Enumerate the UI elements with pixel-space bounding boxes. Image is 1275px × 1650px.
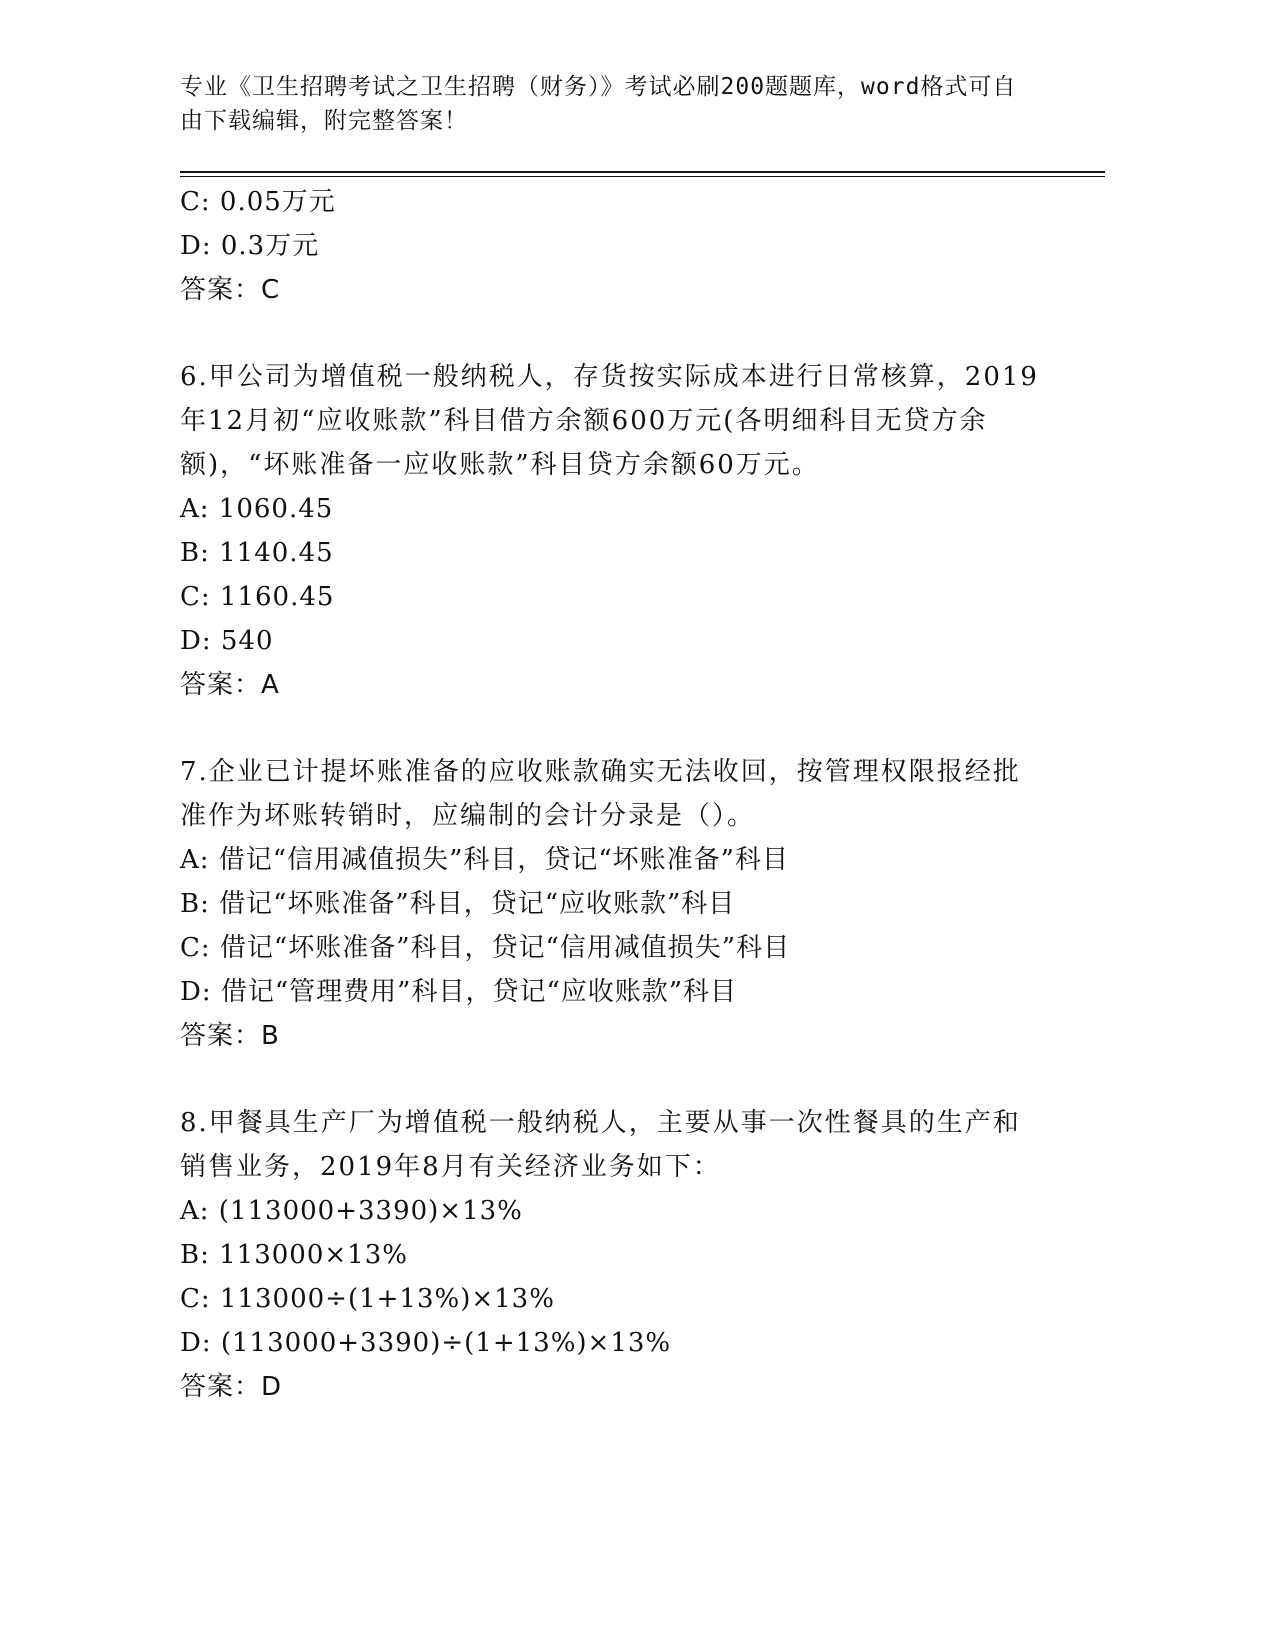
q8-answer: 答案：D [180, 1372, 283, 1402]
q6-stem-line-2: 年12月初“应收账款”科目借方余额600万元(各明细科目无贷方余 [180, 406, 988, 436]
q8-option-c: C: 113000÷(1+13%)×13% [180, 1284, 555, 1314]
q7-option-c: C: 借记“坏账准备”科目，贷记“信用减值损失”科目 [180, 933, 791, 963]
q6-stem-line-1: 6.甲公司为增值税一般纳税人，存货按实际成本进行日常核算，2019 [180, 362, 1039, 392]
q6-option-c: C: 1160.45 [180, 582, 335, 612]
q8-option-d: D: (113000+3390)÷(1+13%)×13% [180, 1328, 672, 1358]
question-6 [180, 355, 1060, 707]
q8-option-a: A: (113000+3390)×13% [180, 1196, 523, 1226]
q5-option-c: C: 0.05万元 [180, 187, 336, 217]
q6-stem-line-3: 额)，“坏账准备一应收账款”科目贷方余额60万元。 [180, 450, 820, 480]
spacer [180, 707, 1060, 750]
q8-option-b: B: 113000×13% [180, 1240, 408, 1270]
q6-answer: 答案：A [180, 670, 280, 700]
q8-stem-line-2: 销售业务，2019年8月有关经济业务如下： [180, 1152, 721, 1182]
header-rule-thin [180, 176, 1105, 177]
spacer [180, 1058, 1060, 1101]
document-header [180, 70, 1060, 138]
question-5-tail [180, 180, 1060, 312]
q6-option-a: A: 1060.45 [180, 494, 334, 524]
q6-option-b: B: 1140.45 [180, 538, 334, 568]
spacer [180, 312, 1060, 355]
q7-option-d: D: 借记“管理费用”科目，贷记“应收账款”科目 [180, 977, 738, 1007]
question-8 [180, 1101, 1060, 1409]
q7-option-b: B: 借记“坏账准备”科目，贷记“应收账款”科目 [180, 889, 736, 919]
q7-answer: 答案：B [180, 1021, 280, 1051]
header-line-1: 专业《卫生招聘考试之卫生招聘（财务）》考试必刷200题题库，word格式可自 [180, 74, 1017, 100]
header-rule-thick [180, 171, 1105, 173]
q7-stem-line-1: 7.企业已计提坏账准备的应收账款确实无法收回，按管理权限报经批 [180, 757, 1021, 787]
header-line-2: 由下载编辑，附完整答案！ [180, 108, 468, 134]
question-7 [180, 750, 1060, 1058]
q8-stem-line-1: 8.甲餐具生产厂为增值税一般纳税人，主要从事一次性餐具的生产和 [180, 1108, 1021, 1138]
q7-option-a: A: 借记“信用减值损失”科目，贷记“坏账准备”科目 [180, 845, 789, 875]
q5-answer: 答案：C [180, 275, 281, 305]
q7-stem-line-2: 准作为坏账转销时，应编制的会计分录是（）。 [180, 801, 756, 831]
q6-option-d: D: 540 [180, 626, 274, 656]
q5-option-d: D: 0.3万元 [180, 231, 320, 261]
question-list [180, 180, 1060, 1409]
